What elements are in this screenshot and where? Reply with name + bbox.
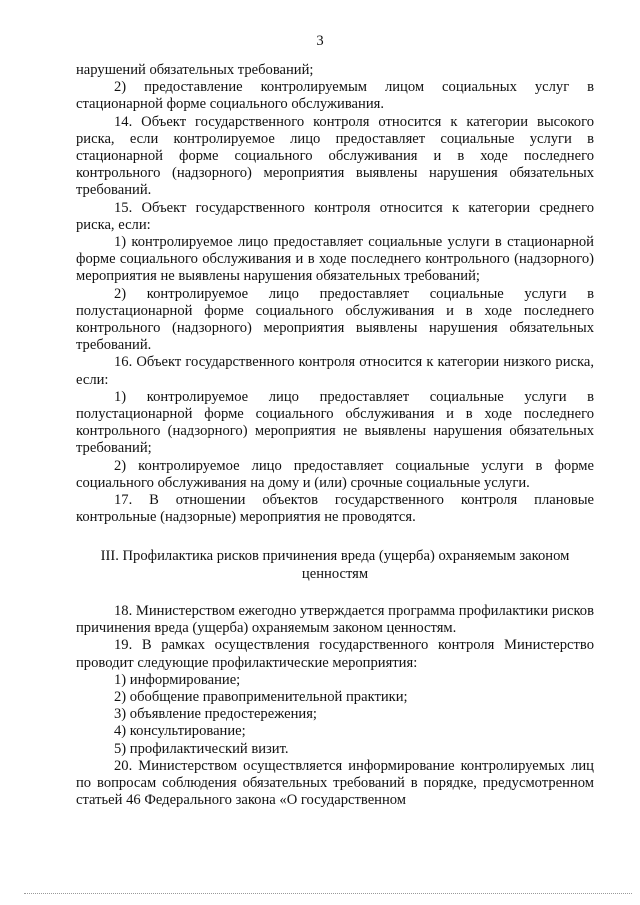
list-item: 2) обобщение правоприменительной практики; (114, 688, 408, 705)
paragraph: 18. Министерством ежегодно утверждается программа профилактики рисков причинения вреда (ущерба) охраняемым законом ценностям. (76, 602, 594, 637)
paragraph: 2) контролируемое лицо предоставляет социальные услуги в форме социального обслуживания на дому и (или) срочные социальные услуги. (76, 457, 594, 491)
document-body (76, 62, 594, 809)
list-item: 5) профилактический визит. (114, 740, 289, 757)
paragraph: 17. В отношении объектов государственного контроля плановые контрольные (надзорные) мероприятия не проводятся. (76, 492, 594, 526)
page-number: 3 (316, 33, 324, 49)
paragraph: 1) контролируемое лицо предоставляет социальные услуги в полустационарной форме социального обслуживания и в ходе последнего контрольного (надзорного) мероприятия не выявлены нарушения обязательных требований; (76, 388, 594, 457)
paragraph: 19. В рамках осуществления государственного контроля Министерство проводит следующие профилактические мероприятия: (76, 637, 594, 671)
paragraph: 1) контролируемое лицо предоставляет социальные услуги в стационарной форме социального обслуживания и в ходе последнего контрольного (надзорного) мероприятия не выявлены нарушения обязательных требований; (76, 234, 594, 285)
paragraph: 15. Объект государственного контроля относится к категории среднего риска, если: (76, 199, 594, 233)
footer-divider (24, 893, 632, 894)
list-item: 3) объявление предостережения; (114, 706, 317, 723)
paragraph: 2) предоставление контролируемым лицом социальных услуг в стационарной форме социального обслуживания. (76, 79, 594, 113)
paragraph: нарушений обязательных требований; (76, 62, 314, 78)
section-heading: III. Профилактика рисков причинения вреда (ущерба) охраняемым законом ценностям (100, 548, 570, 582)
paragraph: 16. Объект государственного контроля относится к категории низкого риска, если: (76, 354, 594, 388)
paragraph: 14. Объект государственного контроля относится к категории высокого риска, если контролируемое лицо предоставляет социальные услуги в стационарной форме социального обслуживания и в ходе последнего контрольного (надзорного) мероприятия выявлены нарушения обязательных требований. (76, 113, 594, 199)
paragraph: 2) контролируемое лицо предоставляет социальные услуги в полустационарной форме социального обслуживания и в ходе последнего контрольного (надзорного) мероприятия выявлены нарушения обязательных требований. (76, 285, 594, 354)
paragraph: 20. Министерством осуществляется информирование контролируемых лиц по вопросам соблюдения обязательных требований в порядке, предусмотренном статьей 46 Федерального закона «О государственном (76, 757, 594, 809)
list-item: 1) информирование; (114, 671, 241, 688)
list-item: 4) консультирование; (114, 723, 246, 740)
